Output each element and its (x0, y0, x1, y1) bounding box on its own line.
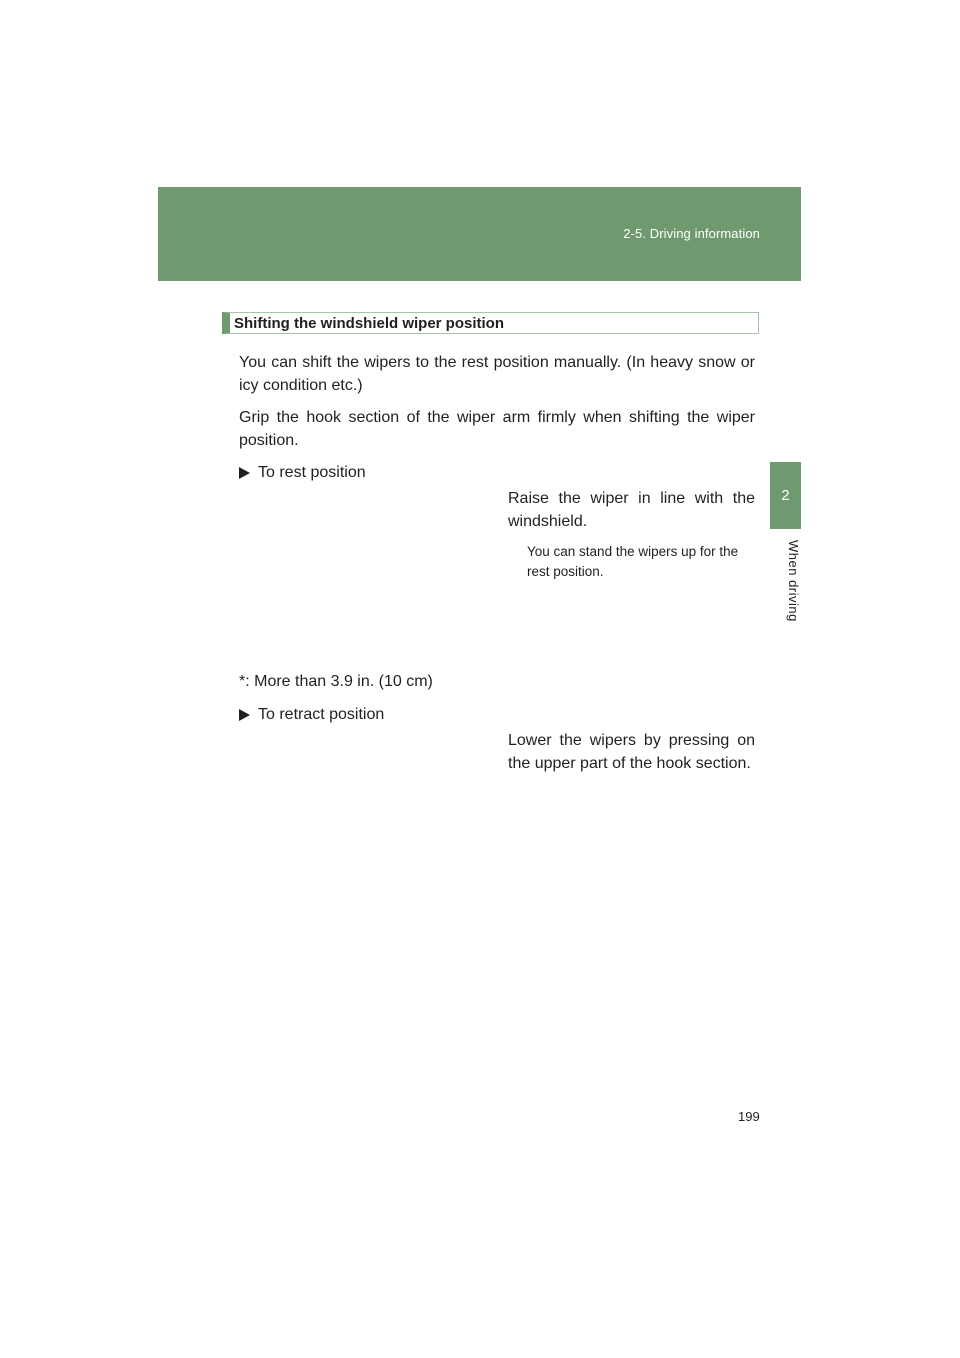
chapter-tab (770, 462, 801, 529)
page-number: 199 (738, 1109, 760, 1124)
retract-position-bullet (239, 703, 384, 726)
triangle-bullet-icon (239, 709, 250, 721)
retract-instruction: Lower the wipers by pressing on the upper part of the hook section. (508, 732, 755, 772)
rest-note: You can stand the wipers up for the rest position. (527, 544, 739, 579)
chapter-number: 2 (781, 487, 790, 504)
section-heading-text: Shifting the windshield wiper position (234, 314, 504, 332)
chapter-label: When driving (786, 540, 801, 622)
retract-position-label: To retract position (258, 706, 385, 723)
rest-position-bullet (239, 461, 366, 484)
rest-instruction: Raise the wiper in line with the windshield. (508, 490, 755, 530)
footnote: *: More than 3.9 in. (10 cm) (239, 673, 433, 690)
header-band (158, 187, 801, 281)
rest-position-label: To rest position (258, 464, 366, 481)
section-title: 2-5. Driving information (623, 226, 760, 241)
triangle-bullet-icon (239, 467, 250, 479)
section-heading (222, 312, 759, 334)
intro-paragraph: You can shift the wipers to the rest position manually. (In heavy snow or icy condition etc.) (239, 354, 755, 394)
grip-paragraph: Grip the hook section of the wiper arm firmly when shifting the wiper position. (239, 409, 755, 449)
